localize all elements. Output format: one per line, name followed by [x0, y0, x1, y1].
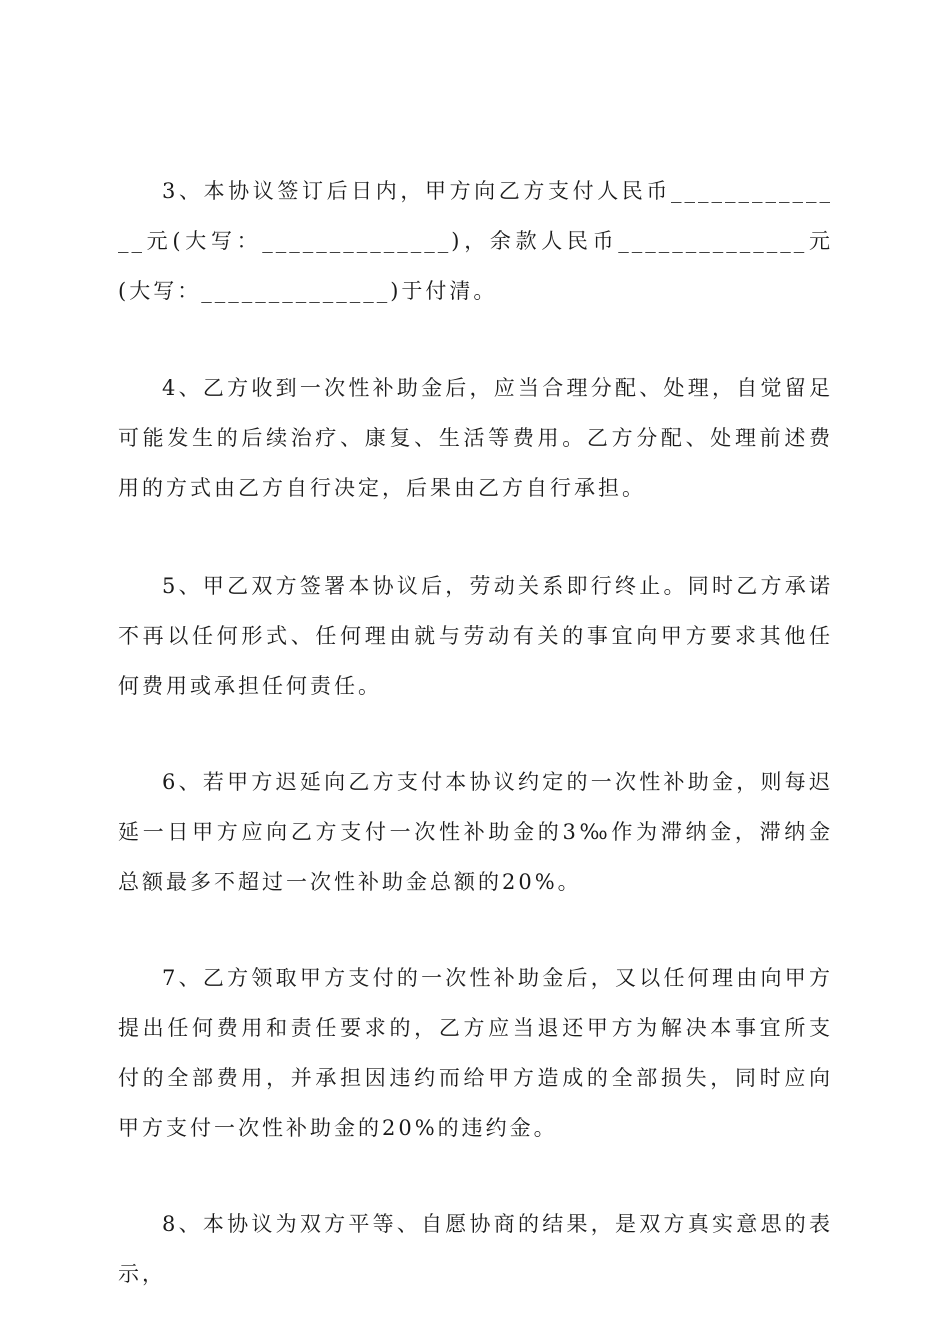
clause-4-subsidy-allocation: 4、乙方收到一次性补助金后，应当合理分配、处理，自觉留足可能发生的后续治疗、康复、生活等费用。乙方分配、处理前述费用的方式由乙方自行决定，后果由乙方自行承担。	[118, 376, 833, 500]
clause-3-payment-terms: 3、本协议签订后日内，甲方向乙方支付人民币______________元(大写：______________)，余款人民币______________元(大写：______________)于付清。	[118, 179, 833, 303]
clause-5-labor-relationship-termination: 5、甲乙双方签署本协议后，劳动关系即行终止。同时乙方承诺不再以任何形式、任何理由就与劳动有关的事宜向甲方要求其他任何费用或承担任何责任。	[118, 574, 833, 698]
clause-7-breach-penalty: 7、乙方领取甲方支付的一次性补助金后，又以任何理由向甲方提出任何费用和责任要求的，乙方应当退还甲方为解决本事宜所支付的全部费用，并承担因违约而给甲方造成的全部损失，同时应向甲方支付一次性补助金的20%的违约金。	[118, 966, 833, 1140]
clause-8-voluntary-agreement: 8、本协议为双方平等、自愿协商的结果，是双方真实意思的表示，	[118, 1212, 833, 1286]
clause-6-late-payment-fee: 6、若甲方迟延向乙方支付本协议约定的一次性补助金，则每迟延一日甲方应向乙方支付一次性补助金的3‰作为滞纳金，滞纳金总额最多不超过一次性补助金总额的20%。	[118, 770, 833, 894]
